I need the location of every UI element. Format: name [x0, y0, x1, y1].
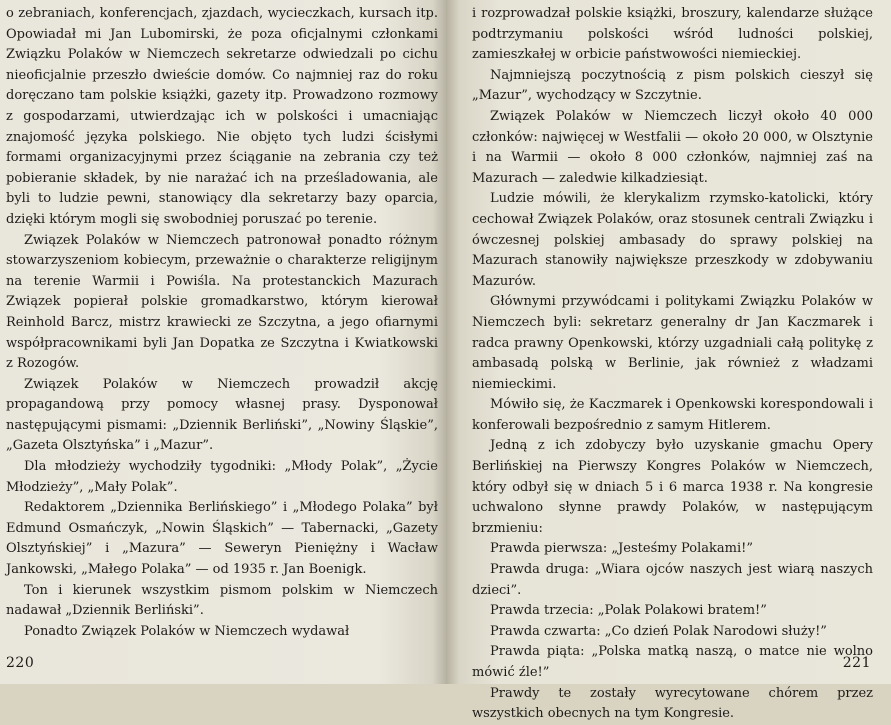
paragraph: Prawda trzecia: „Polak Polakowi bratem!”: [490, 603, 767, 619]
paragraph: Związek Polaków w Niemczech liczył około 40 000 członków: najwięcej w Westfalii — około 20 000, w Olsztynie i na Warmii — około 8 000 członków, najmniej zaś na Mazurach — zaledwie kilkadziesiąt.: [472, 108, 873, 186]
paragraph: Ton i kierunek wszystkim pismom polskim w Niemczech nadawał „Dziennik Berliński”.: [6, 582, 438, 619]
paragraph: Mówiło się, że Kaczmarek i Openkowski korespondowali i konferowali bezpośrednio z samym Hitlerem.: [472, 397, 873, 433]
paragraph: i rozprowadzał polskie książki, broszury, kalendarze służące podtrzymaniu polskości wśród ludności polskiej, zamieszkałej w orbicie państwowości niemieckiej.: [472, 6, 873, 63]
paragraph: Głównymi przywódcami i politykami Związku Polaków w Niemczech byli: sekretarz generalny dr Jan Kaczmarek i radca prawny Openkowski, którzy uzgadniali całą politykę z ambasadą polską w Berlinie, jak również z władzami niemieckimi.: [472, 294, 873, 392]
paragraph: Redaktorem „Dziennika Berlińskiego” i „Młodego Polaka” był Edmund Osmańczyk, „Nowin Śląskich” — Tabernacki, „Gazety Olsztyńskiej” i „Mazura” — Seweryn Pieniężny i Wacław Jankowski, „Małego Polaka” — od 1935 r. Jan Boenigk.: [6, 500, 438, 578]
paragraph: Dla młodzieży wychodziły tygodniki: „Młody Polak”, „Życie Młodzieży”, „Mały Polak”.: [6, 459, 438, 495]
paragraph: Prawda czwarta: „Co dzień Polak Narodowi służy!”: [490, 623, 827, 639]
paragraph: Prawda piąta: „Polska matką naszą, o matce nie wolno mówić źle!”: [472, 644, 873, 680]
page-number: 221: [842, 655, 871, 672]
paragraph: Najmniejszą poczytnością z pism polskich cieszył się „Mazur”, wychodzący w Szczytnie.: [472, 67, 873, 104]
paragraph: Prawda pierwsza: „Jesteśmy Polakami!”: [490, 541, 753, 557]
paragraph: Ludzie mówili, że klerykalizm rzymsko-katolicki, który cechował Związek Polaków, oraz stosunek centrali Związku i ówczesnej polskiej ambasady do sprawy polskiej na Mazurach stanowiły największe przeszkody w zdobywaniu Mazurów.: [472, 191, 873, 289]
paragraph: Związek Polaków w Niemczech prowadził akcję propagandową przy pomocy własnej prasy. Dysponował następującymi pismami: „Dziennik Berliński”, „Nowiny Śląskie”, „Gazeta Olsztyńska” i „Mazur”.: [6, 376, 438, 454]
paragraph: o zebraniach, konferencjach, zjazdach, wycieczkach, kursach itp. Opowiadał mi Jan Lubomirski, że poza oficjalnymi członkami Związku Polaków w Niemczech sekretarze odwiedzali po cichu nieoficjalnie przeszło dwieście domów. Co najmniej raz do roku doręczano tam polskie książki, gazety itp. Prowadzono rozmowy z gospodarzami, utwierdzając ich w polskości i umacniając znajomość języka polskiego. Nie objęto tych ludzi ścisłymi formami organizacyjnymi przez ściąganie na zebrania czy też pobieranie składek, by nie narażać ich na prześladowania, ale byli to ludzie pewni, stanowiący dla sekretarzy bazy oparcia, dzięki którym mogli się swobodniej poruszać po terenie.: [6, 6, 438, 227]
paragraph: Prawda druga: „Wiara ojców naszych jest wiarą naszych dzieci”.: [472, 562, 873, 598]
paragraph: Jedną z ich zdobyczy było uzyskanie gmachu Opery Berlińskiej na Pierwszy Kongres Polaków w Niemczech, który odbył się w dniach 5 i 6 marca 1938 r. Na kongresie uchwalono słynne prawdy Polaków, w następującym brzmieniu:: [472, 438, 873, 536]
left-page: [0, 0, 446, 684]
paragraph: Prawdy te zostały wyrecytowane chórem przez wszystkich obecnych na tym Kongresie.: [472, 685, 873, 722]
right-page: [446, 0, 891, 722]
page-number: 220: [6, 655, 35, 672]
paragraph: Ponadto Związek Polaków w Niemczech wydawał: [24, 623, 350, 639]
paragraph: Związek Polaków w Niemczech patronował ponadto różnym stowarzyszeniom kobiecym, przeważnie o charakterze religijnym na terenie Warmii i Powiśla. Na protestanckich Mazurach Związek popierał polskie gromadkarstwo, którym kierował Reinhold Barcz, mistrz krawiecki ze Szczytna, a jego ofiarnymi współpracownikami byli Jan Dopatka ze Szczytna i Kwiatkowski z Rozogów.: [6, 232, 438, 372]
